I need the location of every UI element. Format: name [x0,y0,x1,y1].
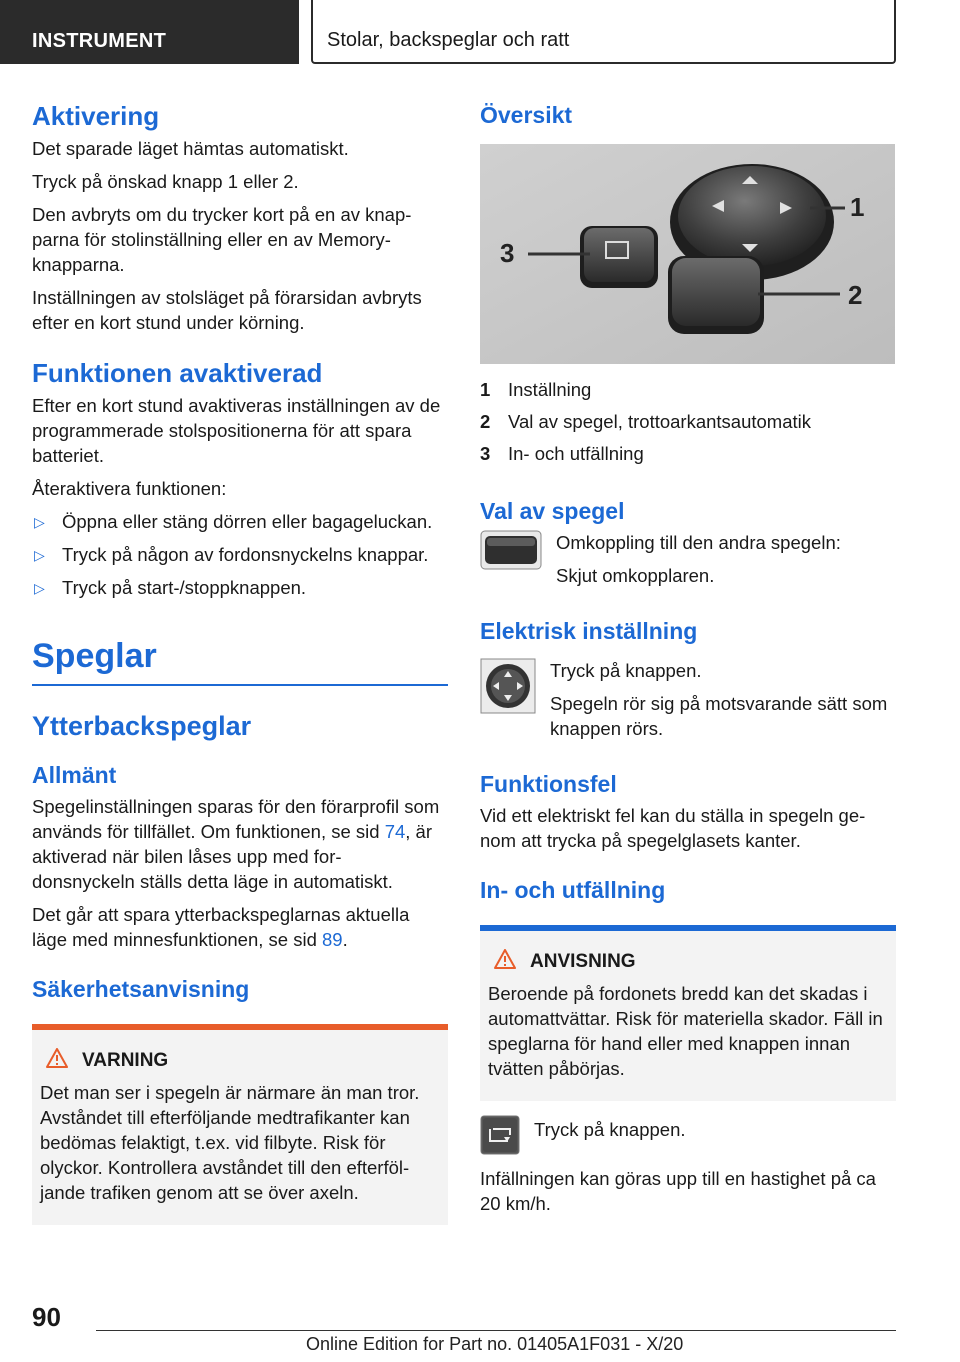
paragraph: Omkoppling till den andra spegeln: [556,532,841,553]
svg-text:1: 1 [850,192,865,222]
chapter-title: Stolar, backspeglar och ratt [311,0,896,64]
triangle-bullet-icon: ▷ [34,514,45,530]
warning-text: Det man ser i spegeln är närmare än man tror. Avståndet till efterföljande medtrafikanter kan bedömas felaktigt, t.ex. vid filbyte. Risk för olyckor. Kontrollera avståndet till den efterföl‐ jande trafiken genom att se över axeln. [40,1082,420,1203]
triangle-bullet-icon: ▷ [34,580,45,596]
heading-in-och-utfallning: In- och utfällning [480,877,666,903]
section-tab: INSTRUMENT [0,0,299,64]
paragraph: Infällningen kan göras upp till en hastighet på ca 20 km/h. [480,1168,876,1214]
page-header [0,0,960,66]
elektrisk-installning-row [480,658,896,749]
mirror-fold-button-icon [480,1115,520,1160]
mirror-select-switch-icon [480,530,542,575]
bullet-list [32,509,448,600]
notice-header: ANVISNING [488,949,888,975]
heading-ytterbackspeglar: Ytterbackspeglar [32,711,252,741]
heading-aktivering: Aktivering [32,101,160,131]
notice-box [480,925,896,1101]
legend-item: 3 In- och utfällning [480,443,644,464]
legend-item: 1 Inställning [480,379,592,400]
paragraph: Efter en kort stund avaktiveras inställningen av de programmerade stolspositionerna för att spara batteriet. [32,395,441,466]
paragraph: Spegelinställningen sparas för den förarprofil som används för tillfället. Om funktionen, se sid 74, är aktiverad när bilen låses upp med for‐ donsnyckeln ställs detta läge in automatiskt. [32,796,440,892]
fold-button-row [480,1115,896,1160]
warning-triangle-icon [494,949,516,975]
legend-item: 2 Val av spegel, trottoarkantsautomatik [480,411,812,432]
heading-oversikt: Översikt [480,102,573,128]
paragraph: Den avbryts om du trycker kort på en av knap‐ parna för stolinställning eller en av Memory- knapparna. [32,204,412,275]
paragraph: Spegeln rör sig på motsvarande sätt som knappen rörs. [550,693,888,739]
heading-funktionen-avaktiverad: Funktionen avaktiverad [32,358,323,388]
paragraph: Det går att spara ytterbackspeglarnas aktuella läge med minnesfunktionen, se sid 89. [32,904,410,950]
heading-sakerhetsanvisning: Säkerhetsanvisning [32,976,250,1002]
paragraph: Skjut omkopplaren. [556,565,715,586]
warning-triangle-icon [46,1048,68,1074]
mirror-adjust-joystick-icon [480,658,536,719]
heading-elektrisk-installning: Elektrisk inställning [480,618,698,644]
list-item: ▷ Tryck på start-/stoppknappen. [32,575,448,600]
edition-note: Online Edition for Part no. 01405A1F031 - X/20 [306,1334,684,1354]
triangle-bullet-icon: ▷ [34,547,45,563]
footer-rule [96,1330,896,1331]
page-link[interactable]: 89 [322,929,343,950]
legend [480,374,896,470]
right-column [480,100,896,1224]
paragraph: Tryck på knappen. [550,660,702,681]
paragraph: Inställningen av stolsläget på förarsidan avbryts efter en kort stund under körning. [32,287,422,333]
list-item: ▷ Tryck på någon av fordonsnyckelns knappar. [32,542,448,567]
page-link[interactable]: 74 [384,821,406,842]
paragraph: Vid ett elektriskt fel kan du ställa in spegeln ge‐ nom att trycka på spegelglasets kanter. [480,805,866,851]
paragraph: Tryck på knappen. [534,1119,686,1140]
paragraph: Tryck på önskad knapp 1 eller 2. [32,171,299,192]
page-number: 90 [32,1302,61,1332]
svg-text:3: 3 [500,238,515,268]
heading-rule [32,684,448,686]
warning-header: VARNING [40,1048,440,1074]
warning-box [32,1024,448,1225]
heading-speglar: Speglar [32,637,157,675]
heading-allmant: Allmänt [32,762,117,788]
svg-text:2: 2 [848,280,863,310]
heading-val-av-spegel: Val av spegel [480,498,625,524]
notice-text: Beroende på fordonets bredd kan det skadas i automattvättar. Risk för materiella skador. Fäll in speglarna för hand eller med knappen innan tvätten påbörjas. [488,983,883,1079]
left-column [32,100,448,1225]
val-av-spegel-row [480,530,896,596]
paragraph: Det sparade läget hämtas automatiskt. [32,138,349,159]
mirror-controls-illustration [480,144,895,364]
paragraph: Återaktivera funktionen: [32,478,227,499]
heading-funktionsfel: Funktionsfel [480,771,617,797]
list-item: ▷ Öppna eller stäng dörren eller bagageluckan. [32,509,448,534]
